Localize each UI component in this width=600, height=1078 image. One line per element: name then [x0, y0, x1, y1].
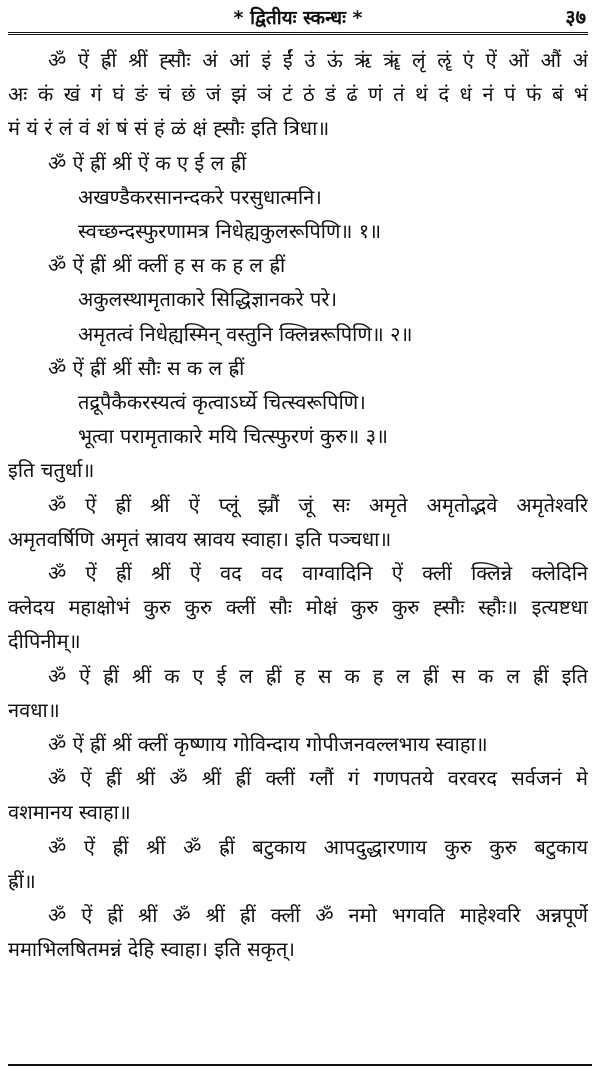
- text-line: अमृतवर्षिणि अमृतं स्रावय स्रावय स्वाहा। इति पञ्चधा॥: [8, 526, 392, 551]
- text-line: ॐ ऐं ह्रीं श्रीं ऐं क ए ई ल ह्रीं: [48, 150, 247, 175]
- footer-rule: [8, 1064, 592, 1066]
- text-line: नवधा॥: [8, 697, 60, 722]
- text-line: दीपिनीम्॥: [8, 629, 81, 654]
- text-line: अः कं खं गं घं ङं चं छं जं झं ञं टं ठं डं ढं णं तं थं दं धं नं पं फं बं भं: [8, 82, 588, 107]
- text-line: इति चतुर्धा॥: [8, 458, 95, 483]
- text-line: ॐ ऐं ह्रीं श्रीं ऐं प्लूं झ्रौं जूं सः अमृते अमृतोद्भवे अमृतेश्वरि: [48, 492, 588, 517]
- text-line: स्वच्छन्दस्फुरणामत्र निधेह्यकुलरूपिणि॥ १॥: [78, 219, 382, 244]
- text-line: ममाभिलषितमन्नं देहि स्वाहा। इति सकृत्।: [8, 937, 295, 962]
- page-header: [8, 0, 588, 35]
- text-line: ॐ ऐं ह्रीं श्रीं क ए ई ल ह्रीं ह स क ह ल ह्रीं स क ल ह्रीं इति: [48, 663, 588, 688]
- text-line: ॐ ऐं ह्रीं श्रीं क्लीं ह स क ह ल ह्रीं: [48, 253, 286, 278]
- text-line: ॐ ऐं ह्रीं श्रीं सौः स क ल ह्रीं: [48, 355, 245, 380]
- text-line: ॐ ऐं ह्रीं श्रीं क्लीं कृष्णाय गोविन्दाय गोपीजनवल्लभाय स्वाहा॥: [48, 732, 488, 757]
- text-line: ॐ ऐं ह्रीं श्रीं ॐ श्रीं ह्रीं क्लीं ॐ नमो भगवति माहेश्वरि अन्नपूर्णे: [48, 903, 588, 928]
- page-number: ३७: [565, 5, 586, 29]
- running-head: * द्वितीयः स्कन्धः *: [233, 7, 363, 29]
- text-line: वशमानय स्वाहा॥: [8, 800, 131, 825]
- text-line: मं यं रं लं वं शं षं सं हं ळं क्षं ह्सौः इति त्रिधा॥: [8, 116, 330, 141]
- text-line: ॐ ऐं ह्रीं श्रीं ॐ श्रीं ह्रीं क्लीं ग्लौं गं गणपतये वरवरद सर्वजनं मे: [48, 766, 588, 791]
- text-line: ह्रीं॥: [8, 868, 36, 893]
- page-body: [8, 35, 588, 966]
- text-line: ॐ ऐं ह्रीं श्रीं ह्सौः अं आं इं ईं उं ऊं ऋं ॠं लृं ॡं एं ऐं ओं औं अं: [48, 48, 588, 72]
- text-line: क्लेदय महाक्षोभं कुरु कुरु क्लीं सौः मोक्षं कुरु कुरु ह्सौः स्हौः॥ इत्यष्टधा: [8, 595, 588, 620]
- text-line: अखण्डैकरसानन्दकरे परसुधात्मनि।: [78, 184, 322, 209]
- text-line: ॐ ऐं ह्रीं श्रीं ॐ ह्रीं बटुकाय आपदुद्धारणाय कुरु कुरु बटुकाय: [48, 834, 588, 859]
- text-line: भूत्वा परामृताकारे मयि चित्स्फुरणं कुरु॥ ३॥: [78, 424, 388, 449]
- text-line: ॐ ऐं ह्रीं श्रीं ऐं वद वद वाग्वादिनि ऐं क्लीं क्लिन्ने क्लेदिनि: [48, 561, 588, 586]
- text-line: तद्रूपैकैकरस्यत्वं कृत्वाऽर्घ्ये चित्स्वरूपिणि।: [78, 390, 366, 415]
- text-line: अकुलस्थामृताकारे सिद्धिज्ञानकरे परे।: [78, 287, 338, 312]
- text-line: अमृतत्वं निधेह्यस्मिन् वस्तुनि क्लिन्नरूपिणि॥ २॥: [78, 321, 413, 346]
